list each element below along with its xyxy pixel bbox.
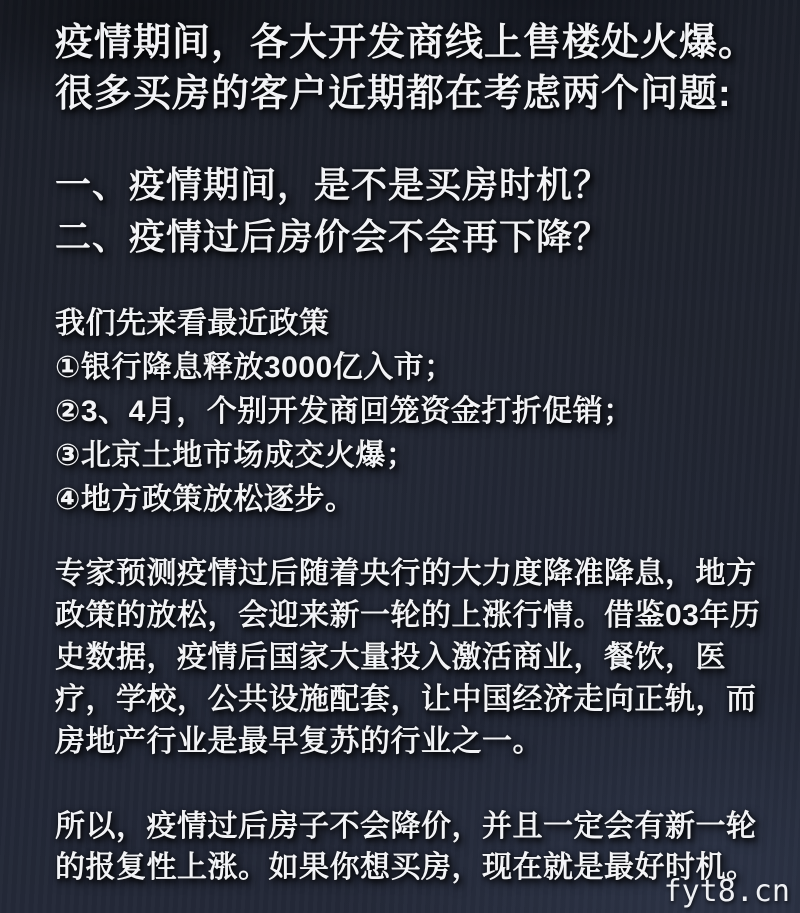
policy-item-2: ②3、4月，个别开发商回笼资金打折促销；: [55, 395, 634, 428]
policies-heading: 我们先来看最近政策: [55, 307, 330, 340]
conclusion-line-2: 的报复性上涨。如果你想买房，现在就是最好时机。: [55, 851, 757, 884]
policy-item-1: ①银行降息释放3000亿入市；: [55, 351, 455, 384]
policies-section: [55, 302, 634, 522]
question-item-2: 二、疫情过后房价会不会再下降？: [55, 216, 611, 257]
policy-item-4: ④地方政策放松逐步。: [55, 483, 356, 516]
analysis-line-3: 史数据，疫情后国家大量投入激活商业，餐饮，医: [55, 641, 726, 674]
intro-section: [55, 18, 757, 120]
watermark: fyt8.cn: [663, 874, 790, 909]
policy-item-3: ③北京土地市场成交火爆；: [55, 439, 417, 472]
conclusion-paragraph: [55, 806, 757, 888]
question-item-1: 一、疫情期间，是不是买房时机？: [55, 164, 611, 205]
analysis-line-4: 疗，学校，公共设施配套，让中国经济走向正轨，而: [55, 683, 757, 716]
analysis-line-5: 房地产行业是最早复苏的行业之一。: [55, 725, 543, 758]
questions-section: [55, 159, 610, 263]
conclusion-line-1: 所以，疫情过后房子不会降价，并且一定会有新一轮: [55, 810, 757, 843]
analysis-line-2: 政策的放松，会迎来新一轮的上涨行情。借鉴03年历: [55, 599, 761, 632]
analysis-paragraph: [55, 553, 760, 763]
analysis-line-1: 专家预测疫情过后随着央行的大力度降准降息，地方: [55, 557, 757, 590]
intro-line-2: 很多买房的客户近期都在考虑两个问题:: [55, 73, 732, 115]
intro-line-1: 疫情期间，各大开发商线上售楼处火爆。: [55, 22, 758, 64]
